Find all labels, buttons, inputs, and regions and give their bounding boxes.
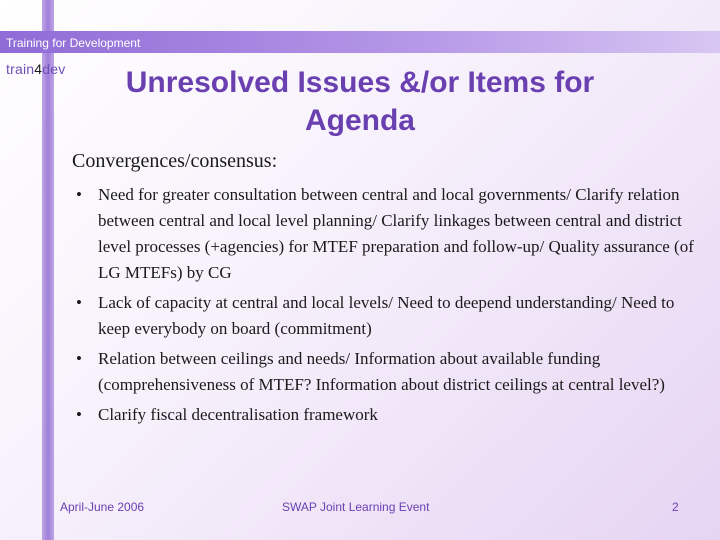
bullet-text: Clarify fiscal decentralisation framework xyxy=(98,405,378,424)
slide-subtitle: Convergences/consensus: xyxy=(72,150,278,172)
logo-number: 4 xyxy=(34,61,43,77)
page-number: 2 xyxy=(672,500,679,514)
bullet-item xyxy=(72,402,702,428)
bullet-item xyxy=(72,346,702,398)
bullet-text: Need for greater consultation between central and local governments/ Clarify relation between central and local level planning/ Clarify linkages between central and district level processes (+agencies) for MTEF preparation and follow-up/ Quality assurance (of LG MTEFs) by CG xyxy=(98,185,694,282)
logo-suffix: dev xyxy=(42,61,66,77)
bullet-dot-icon: • xyxy=(76,349,82,368)
bullet-item xyxy=(72,290,702,342)
bullet-list xyxy=(72,182,702,432)
bullet-text: Relation between ceilings and needs/ Information about available funding (comprehensiveness of MTEF? Information about district ceilings at central level?) xyxy=(98,349,665,394)
bullet-dot-icon: • xyxy=(76,293,82,312)
bullet-text: Lack of capacity at central and local levels/ Need to deepend understanding/ Need to keep everybody on board (commitment) xyxy=(98,293,675,338)
bullet-dot-icon: • xyxy=(76,405,82,424)
footer-date: April-June 2006 xyxy=(60,500,145,514)
bullet-dot-icon: • xyxy=(76,185,82,204)
vertical-accent-bar xyxy=(42,0,54,540)
header-bar-text: Training for Development xyxy=(6,36,141,50)
logo xyxy=(6,61,65,77)
logo-prefix: train xyxy=(6,61,35,77)
slide-title: Unresolved Issues &/or Items for Agenda xyxy=(125,66,595,137)
footer-event: SWAP Joint Learning Event xyxy=(282,500,430,514)
bullet-item xyxy=(72,182,702,286)
